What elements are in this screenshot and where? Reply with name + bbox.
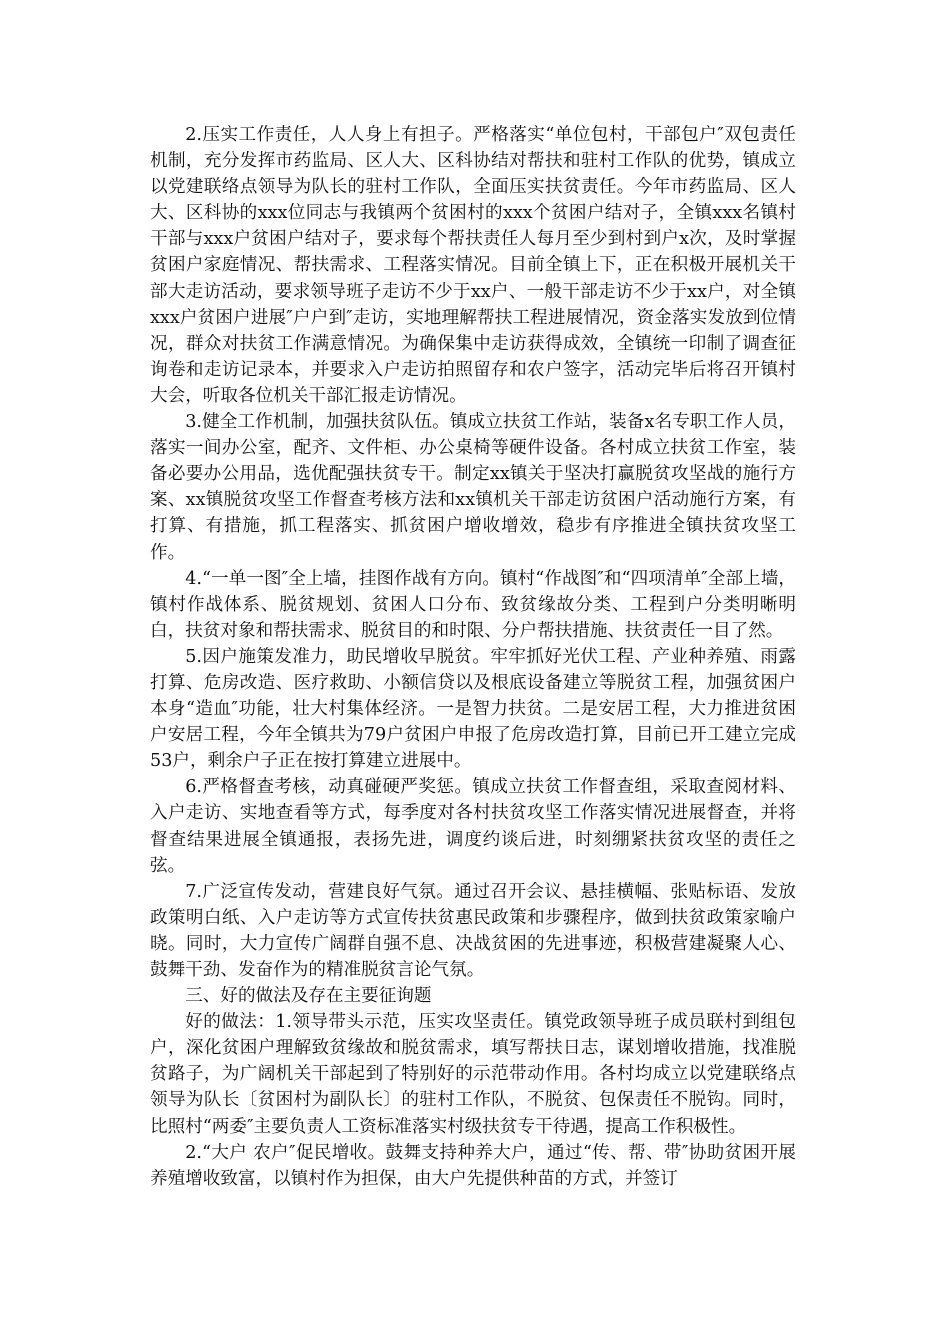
- paragraph-one-list-one-map: 4.“一单一图″全上墙，挂图作战有方向。镇村“作战图″和“四项清单″全部上墙，镇村作战体系、脱贫规划、贫困人口分布、致贫缘故分类、工程到户分类明晰明白，扶贫对象和帮扶需求、脱贫目的和时限、分户帮扶措施、扶贫责任一目了然。: [150, 568, 796, 641]
- paragraph-publicity: 7.广泛宣传发动，营建良好气氛。通过召开会议、悬挂横幅、张贴标语、发放政策明白纸、入户走访等方式宣传扶贫惠民政策和步骤程序，做到扶贫政策家喻户晓。同时，大力宣传广阔群自强不息、决战贫困的先进事迹，积极营建凝聚人心、鼓舞干劲、发奋作为的精准脱贫言论气氛。: [150, 881, 796, 980]
- paragraph-responsibility: 2.压实工作责任，人人身上有担子。严格落实“单位包村，干部包户″双包责任机制，充分发挥市药监局、区人大、区科协结对帮扶和驻村工作队的优势，镇成立以党建联络点领导为队长的驻村工作队，全面压实扶贫责任。今年市药监局、区人大、区科协的xxx位同志与我镇两个贫困村的xxx个贫困户结对子，全镇xxx名镇村干部与xxx户贫困户结对子，要求每个帮扶责任人每月至少到村到户x次，及时掌握贫困户家庭情况、帮扶需求、工程落实情况。目前全镇上下，正在积极开展机关干部大走访活动，要求领导班子走访不少于xx户、一般干部走访不少于xx户，对全镇xxx户贫困户进展″户户到″走访，实地理解帮扶工程进展情况，资金落实发放到位情况，群众对扶贫工作满意情况。为确保集中走访获得成效，全镇统一印制了调查征询卷和走访记录本，并要求入户走访拍照留存和农户签字，活动完毕后将召开镇村大会，听取各位机关干部汇报走访情况。: [150, 125, 796, 406]
- document-page: [150, 122, 796, 1192]
- paragraph-work-mechanism: 3.健全工作机制，加强扶贫队伍。镇成立扶贫工作站，装备x名专职工作人员，落实一间办公室，配齐、文件柜、办公桌椅等硬件设备。各村成立扶贫工作室，装备必要办公用品，选优配强扶贫专干。制定xx镇关于坚决打赢脱贫攻坚战的施行方案、xx镇脱贫攻坚工作督查考核方法和xx镇机关干部走访贫困户活动施行方案，有打算、有措施，抓工程落实、抓贫困户增收增效，稳步有序推进全镇扶贫攻坚工作。: [150, 412, 796, 563]
- paragraph-targeted-policy: 5.因户施策发准力，助民增收早脱贫。牢牢抓好光伏工程、产业种养殖、雨露打算、危房改造、医疗救助、小额信贷以及根底设备建立等脱贫工程，加强贫困户本身“造血″功能，壮大村集体经济。一是智力扶贫。二是安居工程，大力推进贫困户安居工程，今年全镇共为79户贫困户申报了危房改造打算，目前已开工建立完成53户，剩余户子正在按打算建立进展中。: [150, 646, 796, 772]
- section-heading-practices-issues: 三、好的做法及存在主要征询题: [185, 986, 432, 1007]
- paragraph-supervision: 6.严格督查考核，动真碰硬严奖惩。镇成立扶贫工作督查组，采取查阅材料、入户走访、实地查看等方式，每季度对各村扶贫攻坚工作落实情况进展督查，并将督查结果进展全镇通报，表扬先进，调度约谈后进，时刻绷紧扶贫攻坚的责任之弦。: [150, 777, 796, 876]
- paragraph-good-practices: 好的做法：1.领导带头示范，压实攻坚责任。镇党政领导班子成员联村到组包户，深化贫困户理解致贫缘故和脱贫需求，填写帮扶日志，谋划增收措施，找准脱贫路子，为广阔机关干部起到了特别好的示范带动作用。各村均成立以党建联络点领导为队长〔贫困村为副队长〕的驻村工作队，不脱贫、包保责任不脱钩。同时，比照村“两委″主要负责人工资标准落实村级扶贫专干待遇，提高工作积极性。: [150, 1012, 796, 1137]
- paragraph-large-households: 2.“大户 农户″促民增收。鼓舞支持种养大户，通过“传、帮、带″协助贫困开展养殖增收致富，以镇村作为担保，由大户先提供种苗的方式，并签订: [150, 1142, 796, 1189]
